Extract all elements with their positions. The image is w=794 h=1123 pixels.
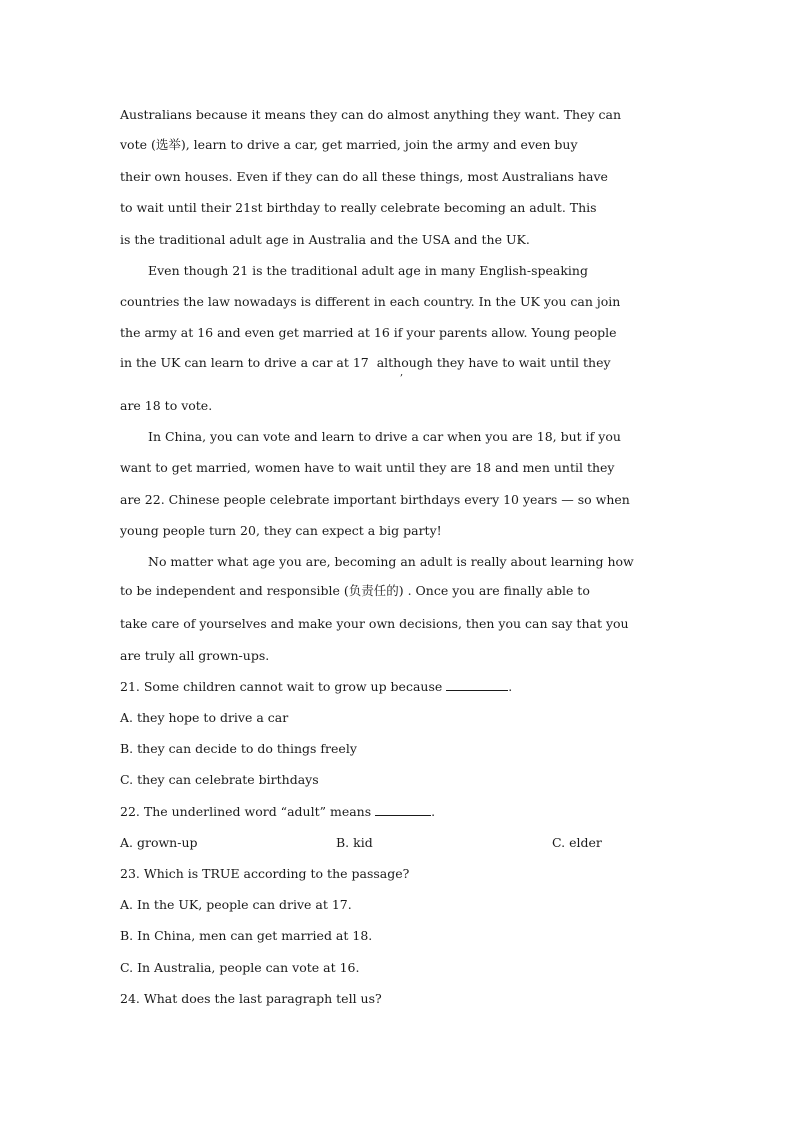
option-b: B. kid	[336, 835, 373, 850]
text-line: young people turn 20, they can expect a big party!	[120, 523, 442, 538]
question-stem: 22. The underlined word “adult” means .	[120, 804, 436, 819]
text-line: vote (选举), learn to drive a car, get married, join the army and even buy	[120, 137, 578, 152]
option-a: A. In the UK, people can drive at 17.	[120, 897, 352, 912]
text-line: In China, you can vote and learn to drive a car when you are 18, but if you	[148, 429, 621, 444]
question-stem: 21. Some children cannot wait to grow up because .	[120, 679, 513, 694]
option-a: A. grown-up	[120, 835, 198, 850]
question-stem: 24. What does the last paragraph tell us?	[120, 991, 382, 1006]
option-c: C. elder	[552, 835, 602, 850]
option-a: A. they hope to drive a car	[120, 710, 289, 725]
answer-blank	[446, 680, 508, 691]
text-line: are truly all grown-ups.	[120, 648, 270, 663]
option-b: B. In China, men can get married at 18.	[120, 928, 373, 943]
text-line: in the UK can learn to drive a car at 17 although they have to wait until they	[120, 355, 611, 370]
text-line: are 18 to vote.	[120, 398, 213, 413]
text-line: to wait until their 21st birthday to really celebrate becoming an adult. This	[120, 200, 597, 215]
text-line: countries the law nowadays is different in each country. In the UK you can join	[120, 294, 621, 309]
text-line: their own houses. Even if they can do all these things, most Australians have	[120, 169, 608, 184]
question-stem: 23. Which is TRUE according to the passage?	[120, 866, 410, 881]
text-line: No matter what age you are, becoming an adult is really about learning how	[148, 554, 634, 569]
answer-blank	[375, 805, 431, 816]
text-line: the army at 16 and even get married at 16 if your parents allow. Young people	[120, 325, 617, 340]
option-c: C. In Australia, people can vote at 16.	[120, 960, 360, 975]
text-line: take care of yourselves and make your own decisions, then you can say that you	[120, 616, 629, 631]
option-b: B. they can decide to do things freely	[120, 741, 357, 756]
text-line: is the traditional adult age in Australia and the USA and the UK.	[120, 232, 530, 247]
text-line: Even though 21 is the traditional adult age in many English-speaking	[148, 263, 588, 278]
misplaced-comma: ,	[400, 367, 404, 378]
option-c: C. they can celebrate birthdays	[120, 772, 319, 787]
text-line: want to get married, women have to wait until they are 18 and men until they	[120, 460, 615, 475]
text-line: Australians because it means they can do almost anything they want. They can	[120, 107, 622, 122]
text-line: to be independent and responsible (负责任的) . Once you are finally able to	[120, 583, 590, 598]
text-line: are 22. Chinese people celebrate important birthdays every 10 years — so when	[120, 492, 630, 507]
